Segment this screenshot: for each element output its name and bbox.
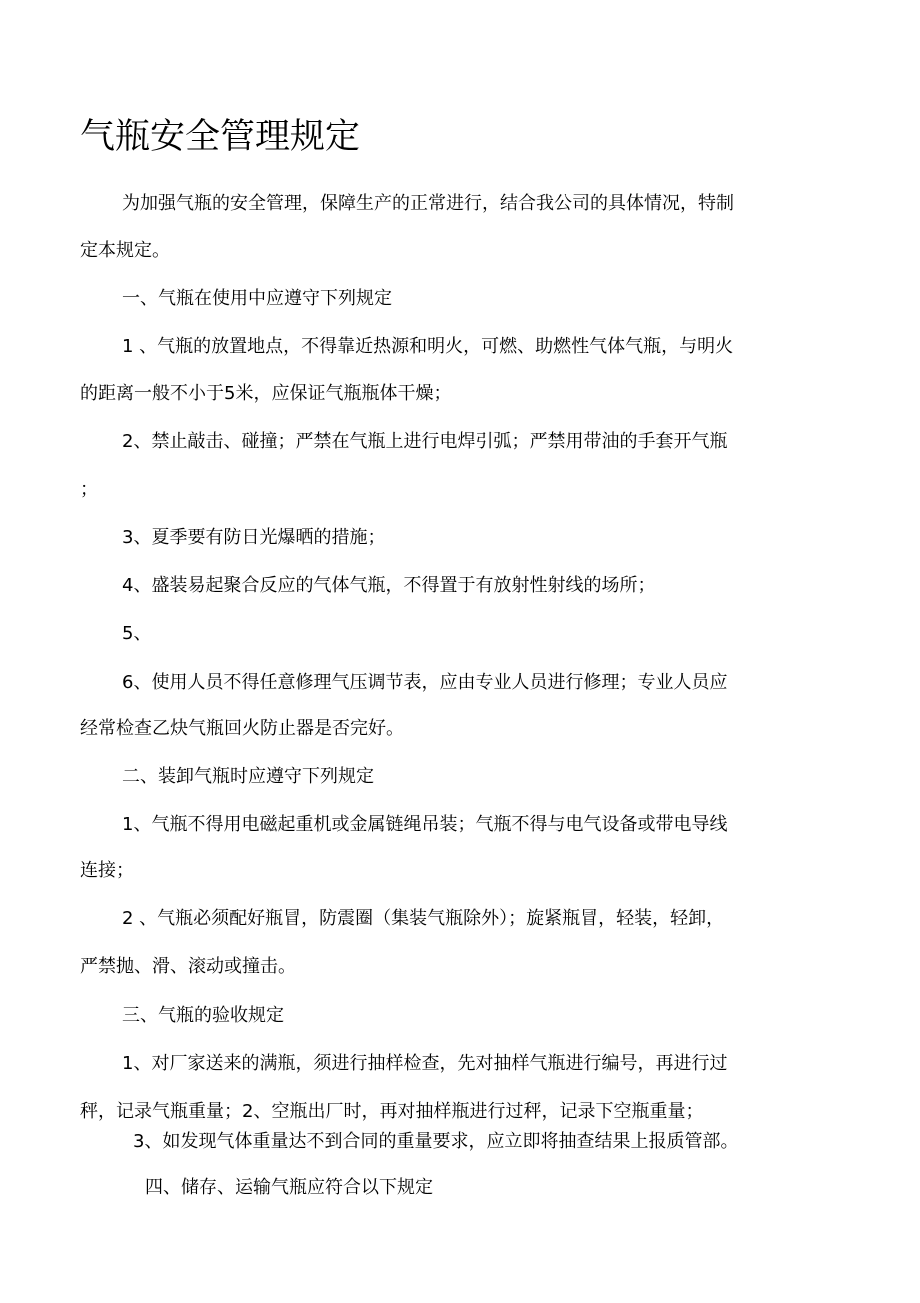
paragraph-line: 2 、气瓶必须配好瓶冒，防震圈（集装气瓶除外）；旋紧瓶冒，轻装，轻卸， bbox=[122, 908, 725, 929]
paragraph-line: 6、使用人员不得任意修理气压调节表，应由专业人员进行修理；专业人员应 bbox=[122, 672, 728, 693]
paragraph-line: 1、对厂家送来的满瓶，须进行抽样检查，先对抽样气瓶进行编号，再进行过 bbox=[122, 1053, 728, 1074]
section-heading: 三、气瓶的验收规定 bbox=[122, 1005, 284, 1026]
paragraph-line: 定本规定。 bbox=[80, 240, 170, 261]
paragraph-line: 1 、气瓶的放置地点，不得靠近热源和明火，可燃、助燃性气体气瓶，与明火 bbox=[122, 336, 734, 357]
paragraph-line: 的距离一般不小于5米，应保证气瓶瓶体干燥； bbox=[80, 383, 452, 404]
document-title: 气瓶安全管理规定 bbox=[80, 117, 361, 157]
paragraph-line: 3、如发现气体重量达不到合同的重量要求，应立即将抽查结果上报质管部。 bbox=[133, 1131, 739, 1152]
paragraph-line: 严禁抛、滑、滚动或撞击。 bbox=[80, 956, 296, 977]
paragraph-line: 为加强气瓶的安全管理，保障生产的正常进行，结合我公司的具体情况，特制 bbox=[122, 193, 734, 214]
section-heading: 二、装卸气瓶时应遵守下列规定 bbox=[122, 766, 374, 787]
paragraph-line: 1、气瓶不得用电磁起重机或金属链绳吊装；气瓶不得与电气设备或带电导线 bbox=[122, 814, 728, 835]
paragraph-line: 连接； bbox=[80, 860, 134, 881]
paragraph-line: 5、 bbox=[122, 623, 152, 644]
paragraph-line: 3、夏季要有防日光爆晒的措施； bbox=[122, 527, 386, 548]
paragraph-line: 4、盛装易起聚合反应的气体气瓶，不得置于有放射性射线的场所； bbox=[122, 575, 656, 596]
paragraph-line: 经常检查乙炔气瓶回火防止器是否完好。 bbox=[80, 718, 404, 739]
paragraph-line: 秤，记录气瓶重量；2、空瓶出厂时，再对抽样瓶进行过秤，记录下空瓶重量； bbox=[80, 1101, 704, 1122]
section-heading: 四、储存、运输气瓶应符合以下规定 bbox=[145, 1177, 433, 1198]
section-heading: 一、气瓶在使用中应遵守下列规定 bbox=[122, 288, 392, 309]
paragraph-line: ； bbox=[80, 479, 98, 500]
paragraph-line: 2、禁止敲击、碰撞；严禁在气瓶上进行电焊引弧；严禁用带油的手套开气瓶 bbox=[122, 431, 728, 452]
